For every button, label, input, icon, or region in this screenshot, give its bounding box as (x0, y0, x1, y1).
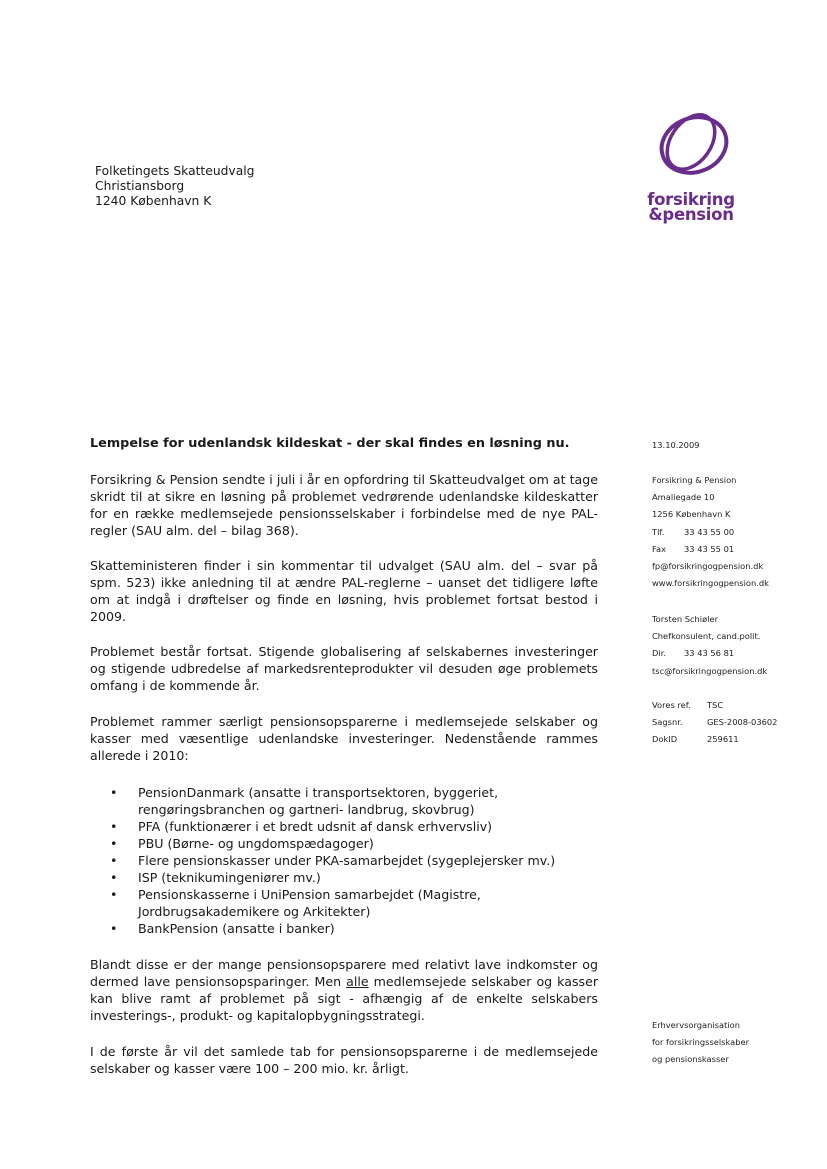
list-item-text: PFA (funktionærer i et bredt udsnit af dansk erhvervsliv) (138, 819, 493, 834)
doc-id-label: DokID (652, 734, 678, 745)
recipient-line-1: Folketingets Skatteudvalg (95, 164, 255, 178)
direct-value: 33 43 56 81 (684, 648, 735, 659)
logo-circle-icon (636, 100, 746, 192)
sidebar-contact-person (652, 611, 812, 680)
bullet-icon: • (110, 785, 118, 800)
contact-title: Chefkonsulent, cand.polit. (652, 631, 761, 642)
list-item (110, 784, 600, 818)
sidebar-city: 1256 København K (652, 509, 731, 520)
paragraph-1: Forsikring & Pension sendte i juli i år en opfordring til Skatteudvalget om at tage skridt til at sikre en løsning på problemet vedrørende udenlandske kildeskatter for en række medlemsejede pensionsselskaber i forbindelse med de nye PAL-regler (SAU alm. del – bilag 368). (90, 472, 598, 538)
paragraph-2: Skatteministeren finder i sin kommentar til udvalget (SAU alm. del – svar på spm. 523) ikke anledning til at ændre PAL-reglerne – uanset det tidligere løfte om at indgå i drøftelser og finde en løsning, hvis problemet fortsat bestod i 2009. (90, 558, 598, 624)
bullet-icon: • (110, 921, 118, 936)
bullet-icon: • (110, 819, 118, 834)
case-number-row (652, 714, 812, 731)
ref-row (652, 697, 812, 714)
phone-value: 33 43 55 00 (684, 526, 735, 537)
paragraph-6: I de første år vil det samlede tab for pensionsopsparerne i de medlemsejede selskaber og kasser være 100 – 200 mio. kr. årligt. (90, 1044, 598, 1076)
logo-text-forsikring: forsikring (647, 190, 735, 209)
paragraph-5-text-a: Blandt disse er der mange pensionsopsparere med relativt lave indkomster og dermed lave pensionsopsparinger. Men (90, 957, 598, 989)
footer-line-3: og pensionskasser (652, 1054, 729, 1065)
recipient-line-2: Christiansborg (95, 179, 185, 193)
ref-value: TSC (707, 700, 724, 710)
recipient-line-3: 1240 København K (95, 194, 212, 208)
paragraph-3: Problemet består fortsat. Stigende globalisering af selskabernes investeringer og stigende udbredelse af markedsrenteprodukter vil desuden øge problemets omfang i de kommende år. (90, 644, 598, 693)
list-item-text: Pensionskasserne i UniPension samarbejdet (Magistre, Jordbrugsakademikere og Arkitekter) (138, 887, 481, 919)
contact-email: tsc@forsikringogpension.dk (652, 665, 768, 676)
case-number-value: GES-2008-03602 (707, 717, 778, 728)
sidebar-street: Amaliegade 10 (652, 492, 715, 503)
letter-title: Lempelse for udenlandsk kildeskat - der skal findes en løsning nu. (90, 436, 570, 451)
paragraph-5-text-b: medlemsejede selskaber og kasser kan blive ramt af problemet på sigt - afhængig af de enkelte selskabers investerings-, produkt- og kapitalopbygningsstrategi. (90, 974, 598, 1023)
list-item (110, 920, 600, 937)
list-item-text: PensionDanmark (ansatte i transportsektoren, byggeriet, rengøringsbranchen og gartneri- landbrug, skovbrug) (138, 785, 499, 817)
list-item (110, 852, 600, 869)
list-item-text: ISP (teknikumingeniører mv.) (138, 870, 321, 885)
logo-text-pension: &pension (648, 205, 734, 224)
fax-value: 33 43 55 01 (684, 543, 735, 554)
forsikring-pension-logo (636, 100, 746, 222)
sidebar-phone (652, 524, 812, 541)
direct-label: Dir. (652, 648, 666, 659)
list-item-text: PBU (Børne- og ungdomspædagoger) (138, 836, 374, 851)
ref-label: Vores ref. (652, 700, 691, 710)
list-item-text: Flere pensionskasser under PKA-samarbejdet (sygeplejersker mv.) (138, 853, 556, 868)
footer-line-2: for forsikringsselskaber (652, 1037, 750, 1048)
bullet-icon: • (110, 870, 118, 885)
sidebar-fax (652, 541, 812, 558)
sidebar-date: 13.10.2009 (652, 440, 700, 450)
sidebar-email: fp@forsikringogpension.dk (652, 561, 764, 572)
paragraph-4: Problemet rammer særligt pensionsopsparerne i medlemsejede selskaber og kasser med væsentlige udenlandske investeringer. Nedenstående rammes allerede i 2010: (90, 714, 598, 763)
phone-label: Tlf. (652, 526, 665, 537)
sidebar-footer (652, 1017, 812, 1069)
recipient-address (95, 164, 254, 209)
case-number-label: Sagsnr. (652, 717, 683, 728)
sidebar-org-name: Forsikring & Pension (652, 475, 737, 485)
footer-line-1: Erhvervsorganisation (652, 1020, 740, 1030)
bullet-icon: • (110, 887, 118, 902)
contact-direct-phone (652, 645, 812, 662)
affected-companies-list (110, 784, 600, 937)
sidebar-web: www.forsikringogpension.dk (652, 578, 769, 589)
doc-id-value: 259611 (707, 734, 739, 745)
paragraph-5-underlined: alle (346, 974, 369, 989)
fax-label: Fax (652, 543, 667, 554)
list-item (110, 818, 600, 835)
bullet-icon: • (110, 853, 118, 868)
doc-id-row (652, 731, 812, 748)
sidebar-org-contact (652, 472, 812, 592)
list-item (110, 886, 600, 920)
list-item (110, 835, 600, 852)
list-item (110, 869, 600, 886)
bullet-icon: • (110, 836, 118, 851)
list-item-text: BankPension (ansatte i banker) (138, 921, 335, 936)
sidebar-references (652, 697, 812, 749)
contact-name: Torsten Schiøler (652, 614, 719, 624)
paragraph-5 (90, 956, 598, 1024)
